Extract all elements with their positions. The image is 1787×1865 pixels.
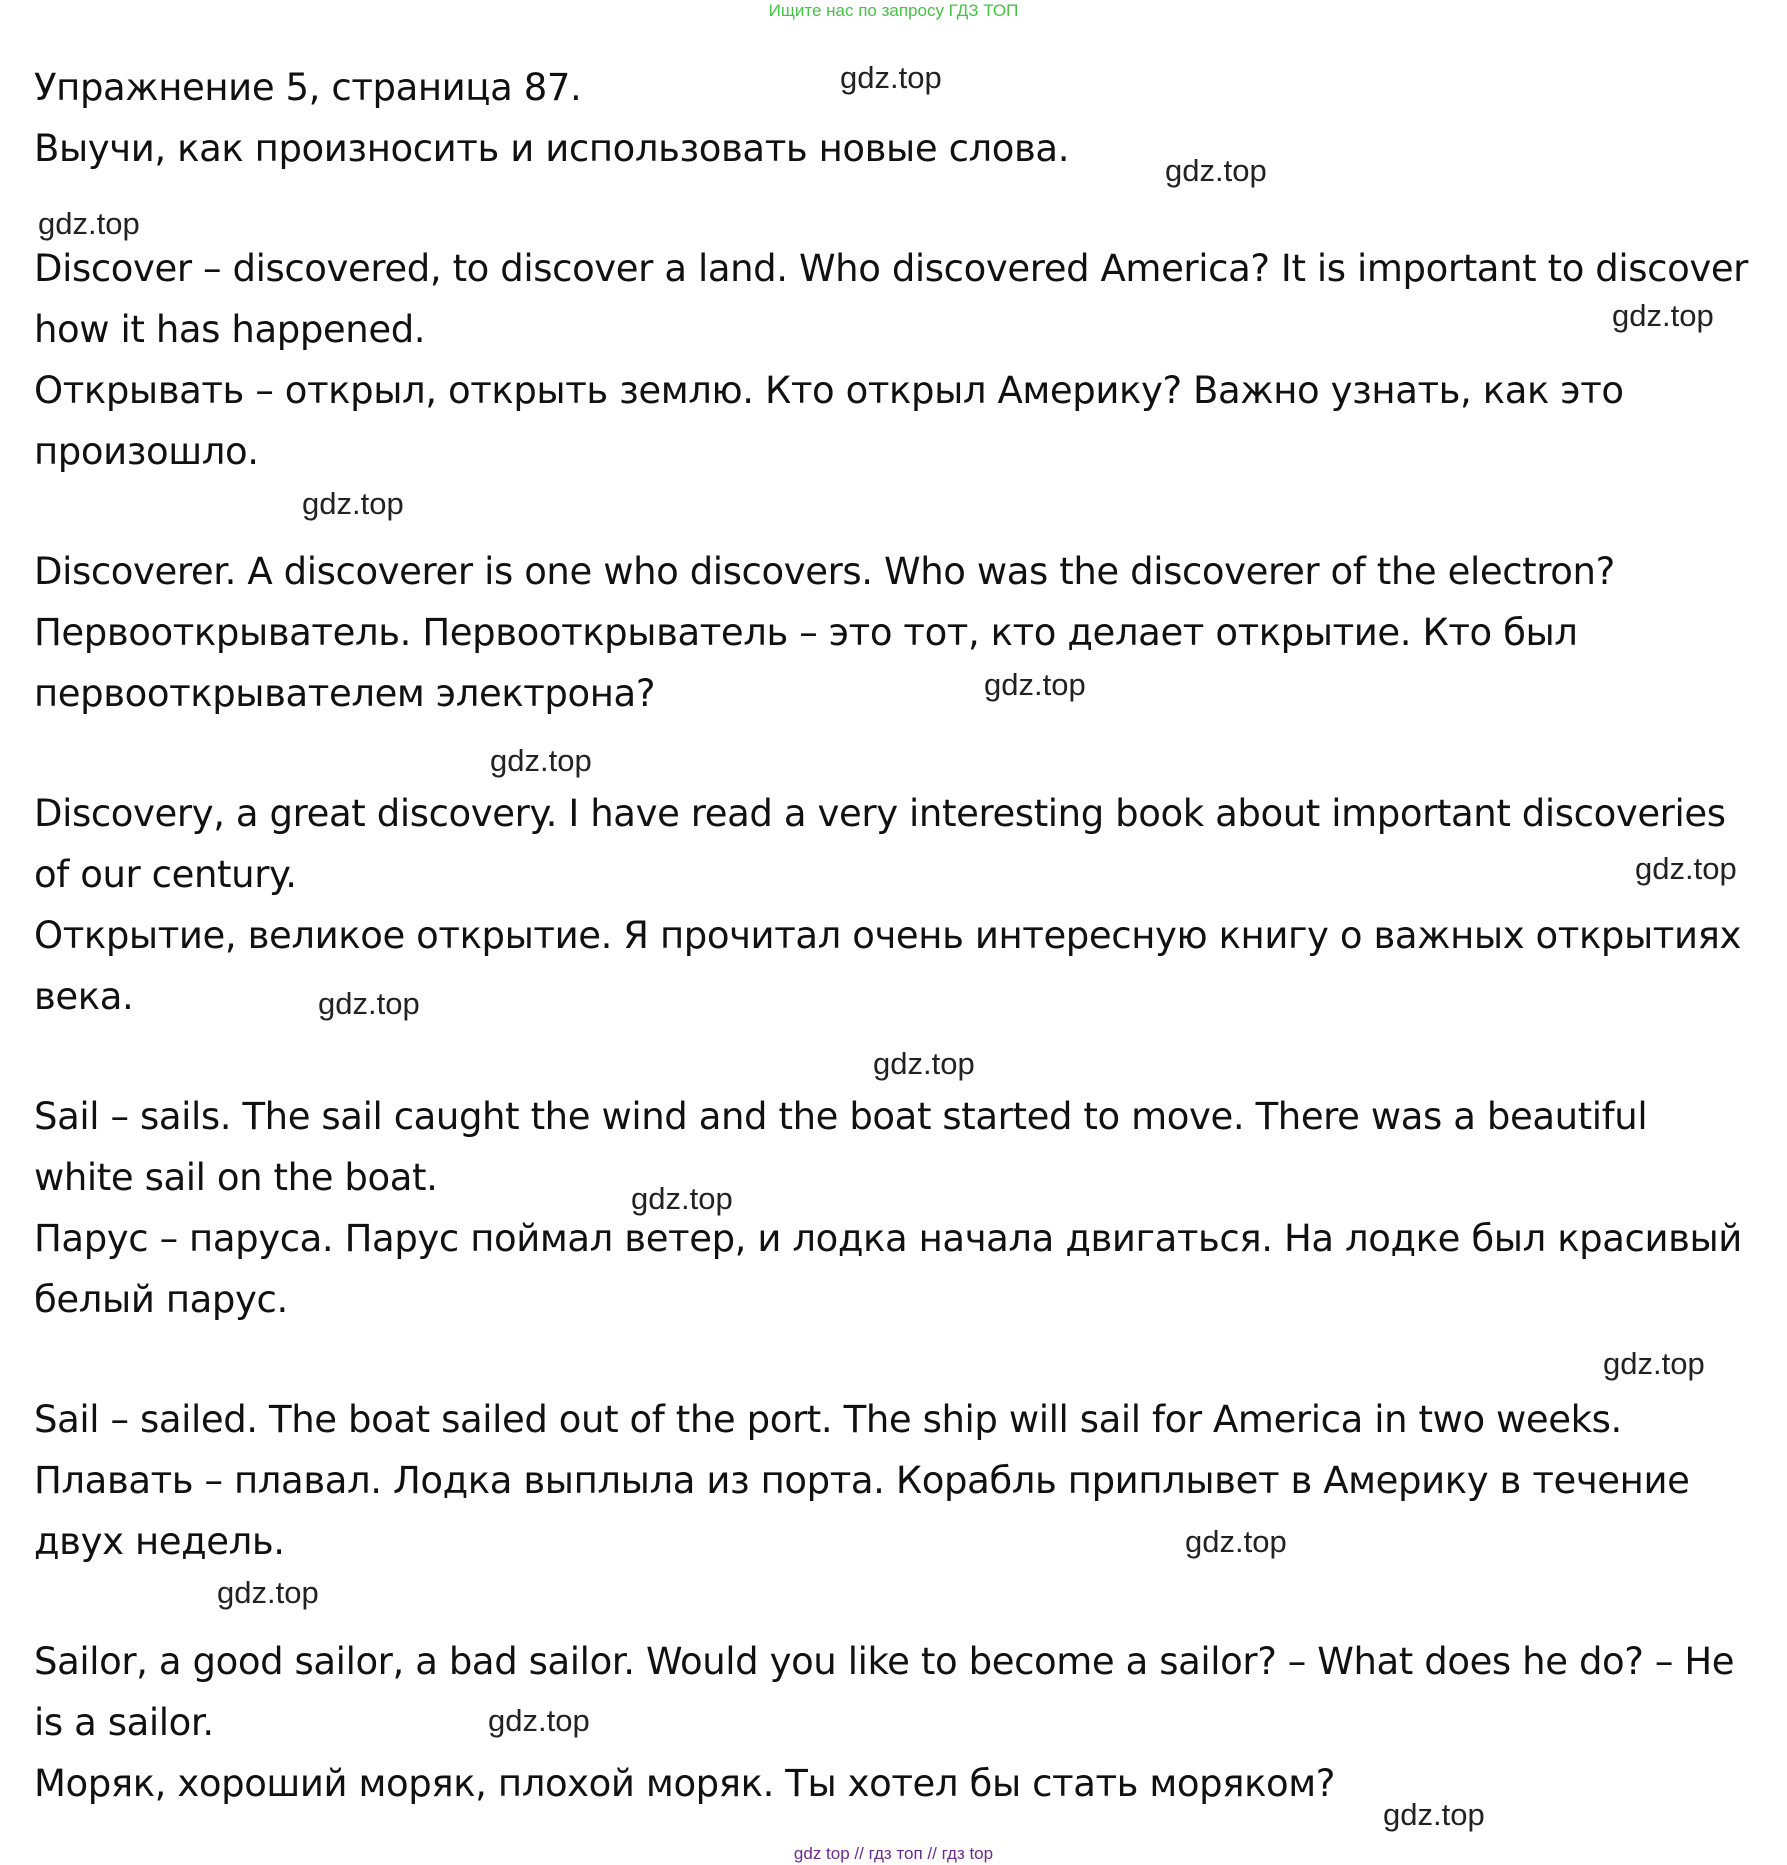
english-paragraph: Sail – sails. The sail caught the wind and the boat started to move. There was a beautiful white sail on the boat.	[34, 1095, 1648, 1199]
watermark: gdz.top	[1383, 1797, 1485, 1832]
russian-paragraph: Парус – паруса. Парус поймал ветер, и лодка начала двигаться. На лодке был красивый белый парус.	[34, 1217, 1742, 1321]
watermark: gdz.top	[1612, 298, 1714, 333]
watermark: gdz.top	[302, 486, 404, 521]
watermark: gdz.top	[840, 60, 942, 95]
watermark: gdz.top	[318, 986, 420, 1021]
watermark: gdz.top	[1185, 1524, 1287, 1559]
english-paragraph: Discover – discovered, to discover a land. Who discovered America? It is important to discover how it has happened.	[34, 247, 1748, 351]
top-banner: Ищите нас по запросу ГДЗ ТОП	[768, 1, 1019, 20]
russian-paragraph: Моряк, хороший моряк, плохой моряк. Ты хотел бы стать моряком?	[34, 1762, 1336, 1805]
exercise-instruction: Выучи, как произносить и использовать новые слова.	[34, 127, 1070, 170]
watermark: gdz.top	[38, 206, 140, 241]
watermark: gdz.top	[1635, 851, 1737, 886]
exercise-title: Упражнение 5, страница 87.	[34, 66, 582, 109]
watermark: gdz.top	[984, 667, 1086, 702]
russian-paragraph: Открытие, великое открытие. Я прочитал очень интересную книгу о важных открытиях века.	[34, 914, 1741, 1018]
russian-paragraph: Открывать – открыл, открыть землю. Кто открыл Америку? Важно узнать, как это произошло.	[34, 369, 1624, 473]
watermark: gdz.top	[1603, 1346, 1705, 1381]
russian-paragraph: Первооткрыватель. Первооткрыватель – это тот, кто делает открытие. Кто был первооткрывателем электрона?	[34, 611, 1578, 715]
watermark: gdz.top	[631, 1181, 733, 1216]
english-paragraph: Discovery, a great discovery. I have read a very interesting book about important discoveries of our century.	[34, 792, 1726, 896]
english-paragraph: Discoverer. A discoverer is one who discovers. Who was the discoverer of the electron?	[34, 550, 1615, 593]
exercise-content	[34, 57, 1754, 1814]
english-paragraph: Sail – sailed. The boat sailed out of the port. The ship will sail for America in two weeks.	[34, 1398, 1622, 1441]
watermark: gdz.top	[490, 743, 592, 778]
watermark: gdz.top	[488, 1703, 590, 1738]
watermark: gdz.top	[217, 1575, 319, 1610]
russian-paragraph: Плавать – плавал. Лодка выплыла из порта. Корабль приплывет в Америку в течение двух недель.	[34, 1459, 1690, 1563]
footer-watermark: gdz top // гдз топ // гдз top	[793, 1844, 994, 1863]
english-paragraph: Sailor, a good sailor, a bad sailor. Would you like to become a sailor? – What does he do? – He is a sailor.	[34, 1640, 1735, 1744]
watermark: gdz.top	[1165, 153, 1267, 188]
watermark: gdz.top	[873, 1046, 975, 1081]
